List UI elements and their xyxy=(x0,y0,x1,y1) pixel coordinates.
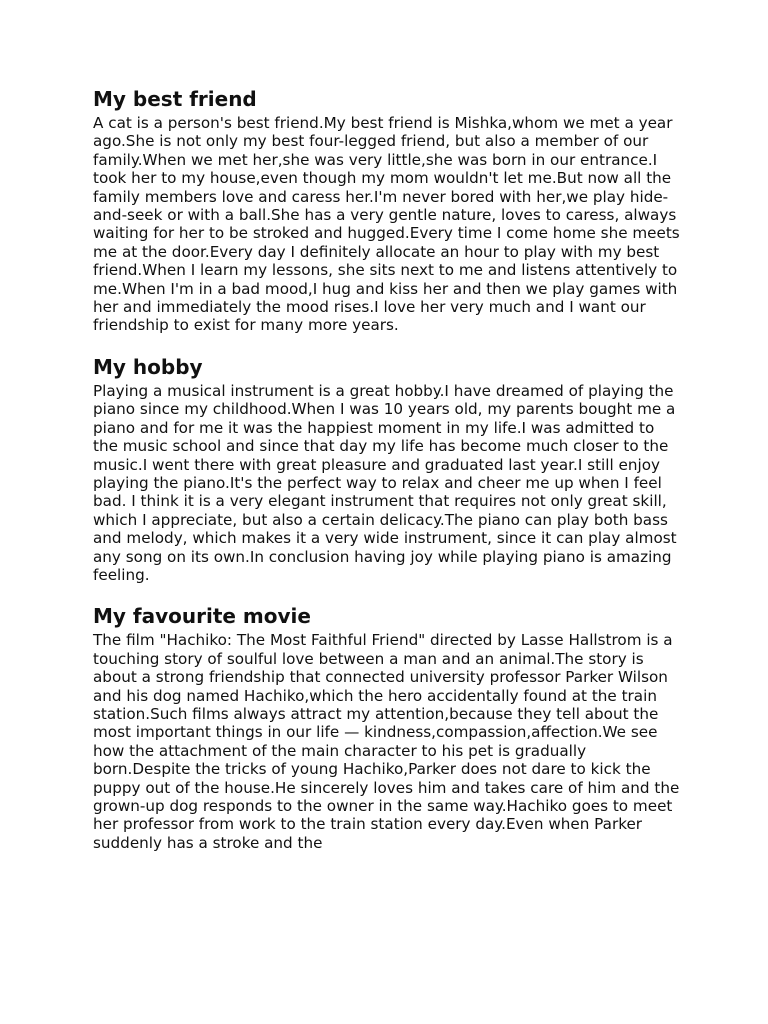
section-title-best-friend: My best friend xyxy=(93,87,257,111)
section-title-favourite-movie: My favourite movie xyxy=(93,604,311,629)
section-title-hobby: My hobby xyxy=(93,354,203,379)
section-body-hobby: Playing a musical instrument is a great hobby.I have dreamed of playing the piano since my childhood.When I was 10 years old, my parents bought me a piano and for me it was the happiest moment in my life.I was admitted to the music school and since that day my life has become much closer to the music.I went there with great pleasure and graduated last year.I still enjoy playing the piano.It's the perfect way to relax and cheer me up when I feel bad. I think it is a very elegant instrument that requires not only great skill, which I appreciate, but also a certain delicacy.The piano can play both bass and melody, which makes it a very wide instrument, since it can play almost any song on its own.In conclusion having joy while playing piano is amazing feeling. xyxy=(93,381,677,584)
section-body-best-friend: A cat is a person's best friend.My best friend is Mishka,whom we met a year ago.She is not only my best four-legged friend, but also a member of our family.When we met her,she was very little,she was born in our entrance.I took her to my house,even though my mom wouldn't let me.But now all the family members love and caress her.I'm never bored with her,we play hide-and-seek or with a ball.She has a very gentle nature, loves to caress, always waiting for her to be stroked and hugged.Every time I come home she meets me at the door.Every day I definitely allocate an hour to play with my best friend.When I learn my lessons, she sits next to me and listens attentively to me.When I'm in a bad mood,I hug and kiss her and then we play games with her and immediately the mood rises.I love her very much and I want our friendship to exist for many more years. xyxy=(93,114,680,335)
section-body-favourite-movie: The film "Hachiko: The Most Faithful Friend" directed by Lasse Hallstrom is a touching story of soulful love between a man and an animal.The story is about a strong friendship that connected university professor Parker Wilson and his dog named Hachiko,which the hero accidentally found at the train station.Such films always attract my attention,because they tell about the most important things in our life — kindness,compassion,affection.We see how the attachment of the main character to his pet is gradually born.Despite the tricks of young Hachiko,Parker does not dare to kick the puppy out of the house.He sincerely loves him and takes care of him and the grown-up dog responds to the owner in the same way.Hachiko goes to meet her professor from work to the train station every day.Even when Parker suddenly has a stroke and the xyxy=(93,631,680,852)
document-page xyxy=(93,86,683,871)
